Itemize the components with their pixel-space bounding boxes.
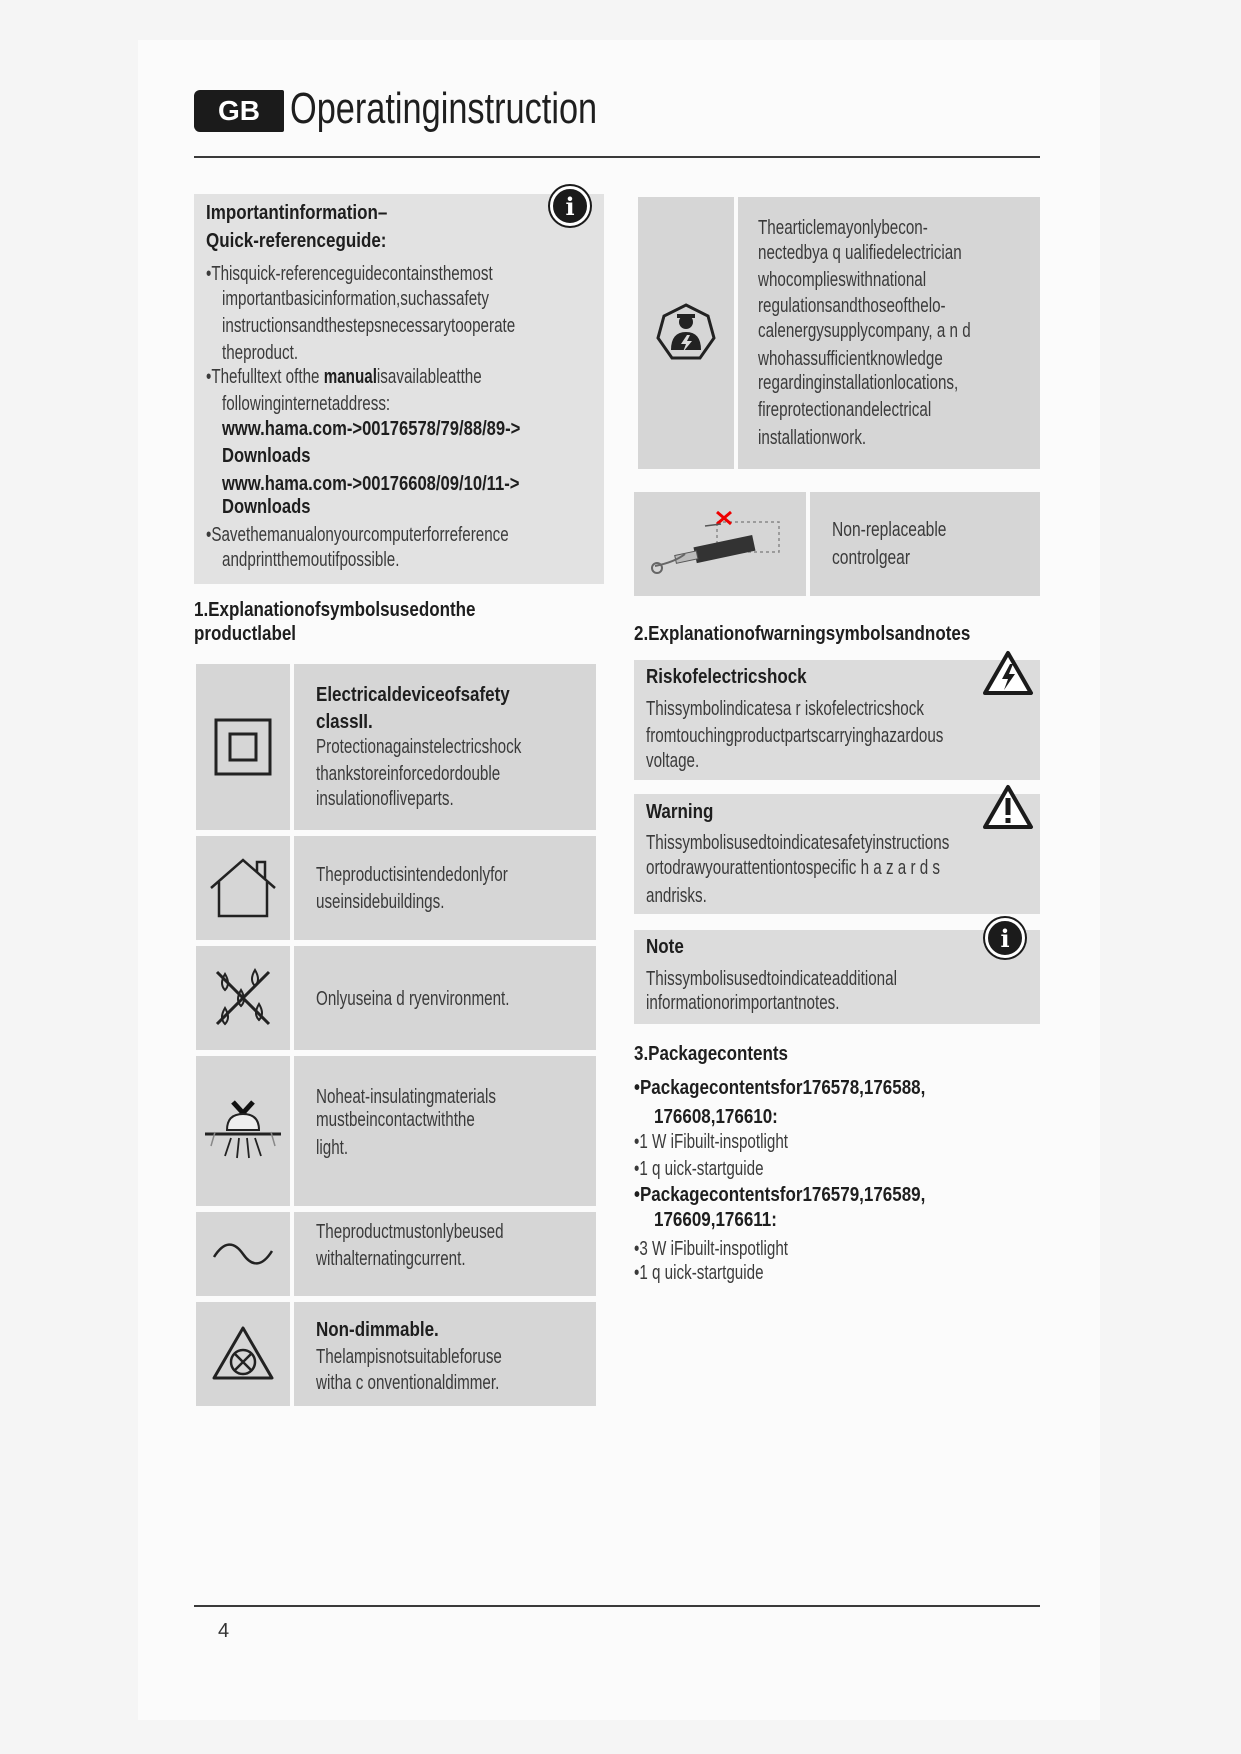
package-group2-item1: •3 W iFibuilt-inspotlight: [634, 1238, 789, 1260]
class-ii-desc-line3: insulationofliveparts.: [316, 788, 454, 810]
note-title: Note: [646, 936, 684, 958]
non-dimmable-icon: [210, 1324, 276, 1384]
important-bullet1-line4: theproduct.: [222, 342, 299, 364]
downloads-label-2: Downloads: [222, 496, 311, 518]
package-group2-line1: •Packagecontentsfor176579,176589,: [634, 1184, 926, 1206]
control-gear-icon: [645, 502, 795, 586]
control-gear-text-cell: [810, 492, 1040, 596]
page-title: Operatinginstruction: [290, 84, 598, 133]
non-dimmable-icon-cell: [196, 1302, 290, 1406]
electric-shock-icon: [982, 650, 1034, 696]
dry-environment-icon: [211, 966, 275, 1030]
electrician-line: whocomplieswithnational: [758, 269, 927, 291]
electrician-icon-cell: [638, 197, 734, 469]
page-number: 4: [218, 1620, 230, 1642]
electrician-line: fireprotectionandelectrical: [758, 399, 932, 421]
house-text-cell: [294, 836, 596, 940]
note-desc-line2: informationorimportantnotes.: [646, 992, 840, 1014]
footer-rule: [194, 1605, 1040, 1607]
alternating-current-desc-line2: withalternatingcurrent.: [316, 1248, 466, 1270]
section2-heading: 2.Explanationofwarningsymbolsandnotes: [634, 623, 971, 645]
package-group2-line2: 176609,176611:: [654, 1209, 777, 1231]
class-ii-icon: [214, 718, 272, 776]
class-ii-desc-line2: thankstoreinforcedordouble: [316, 763, 501, 785]
alternating-current-desc-line1: Theproductmustonlybeused: [316, 1221, 504, 1243]
electrician-line: regardinginstallationlocations,: [758, 372, 959, 394]
downloads-label-1: Downloads: [222, 445, 311, 467]
electrician-line: installationwork.: [758, 427, 867, 449]
no-insulation-desc-line3: light.: [316, 1137, 349, 1159]
alternating-current-icon: [212, 1239, 274, 1269]
package-group1-item1: •1 W iFibuilt-inspotlight: [634, 1131, 789, 1153]
electrician-line: nectedbya q ualifiedelectrician: [758, 242, 962, 264]
electrician-line: calenergysupplycompany, a n d: [758, 320, 971, 342]
dry-environment-desc: Onlyuseina d ryenvironment.: [316, 988, 510, 1010]
header-rule: [194, 156, 1040, 158]
important-title-line1: Importantinformation–: [206, 202, 388, 224]
important-bullet1-line1: •Thisquick-referenceguidecontainsthemost: [206, 263, 493, 285]
electrician-line: Thearticlemayonlybecon-: [758, 217, 928, 239]
section3-heading: 3.Packagecontents: [634, 1043, 789, 1065]
no-insulation-desc-line1: Noheat-insulatingmaterials: [316, 1086, 496, 1108]
non-dimmable-desc-line2: witha c onventionaldimmer.: [316, 1372, 500, 1394]
important-bullet3-line2: andprintthemoutifpossible.: [222, 549, 400, 571]
important-bullet1-line2: importantbasicinformation,suchassafety: [222, 288, 489, 310]
no-insulation-icon: [201, 1096, 285, 1166]
important-bullet1-line3: instructionsandthestepsnecessarytooperate: [222, 315, 516, 337]
electric-shock-title: Riskofelectricshock: [646, 666, 807, 688]
electrician-icon: [655, 302, 717, 364]
no-insulation-desc-line2: mustbeincontactwiththe: [316, 1109, 475, 1131]
warning-desc-line2: ortodrawyourattentiontospecific h a z a r d s: [646, 857, 941, 879]
info-icon: i: [550, 186, 590, 226]
package-group1-item2: •1 q uick-startguide: [634, 1158, 764, 1180]
class-ii-title-line1: Electricaldeviceofsafety: [316, 684, 510, 706]
electric-shock-desc-line1: Thissymbolindicatesa r iskofelectricshock: [646, 698, 924, 720]
warning-title: Warning: [646, 801, 714, 823]
class-ii-title-line2: classII.: [316, 711, 373, 733]
control-gear-line2: controlgear: [832, 547, 911, 569]
dry-environment-icon-cell: [196, 946, 290, 1050]
warning-desc-line1: Thissymbolisusedtoindicatesafetyinstructions: [646, 832, 950, 854]
electric-shock-desc-line3: voltage.: [646, 750, 700, 772]
note-desc-line1: Thissymbolisusedtoindicateadditional: [646, 968, 897, 990]
house-icon-cell: [196, 836, 290, 940]
non-dimmable-desc-line1: Thelampisnotsuitableforuse: [316, 1346, 502, 1368]
warning-desc-line3: andrisks.: [646, 885, 707, 907]
class-ii-desc-line1: Protectionagainstelectricshock: [316, 736, 522, 758]
language-badge: GB: [194, 90, 284, 132]
electrician-line: regulationsandthoseofthelo-: [758, 295, 946, 317]
control-gear-line1: Non-replaceable: [832, 519, 947, 541]
download-url-1[interactable]: www.hama.com->00176578/79/88/89->: [222, 418, 521, 440]
package-group2-item2: •1 q uick-startguide: [634, 1262, 764, 1284]
download-url-2[interactable]: www.hama.com->00176608/09/10/11->: [222, 473, 520, 495]
house-desc-line2: useinsidebuildings.: [316, 891, 445, 913]
warning-icon: [982, 784, 1034, 830]
electric-shock-desc-line2: fromtouchingproductpartscarryinghazardous: [646, 725, 944, 747]
package-group1-line1: •Packagecontentsfor176578,176588,: [634, 1077, 926, 1099]
no-insulation-icon-cell: [196, 1056, 290, 1206]
important-bullet3-line1: •Savethemanualonyourcomputerforreference: [206, 524, 509, 546]
alternating-current-icon-cell: [196, 1212, 290, 1296]
electrician-line: whohassufficientknowledge: [758, 348, 943, 370]
important-title-line2: Quick-referenceguide:: [206, 230, 387, 252]
important-bullet2-line1: •Thefulltext ofthe manualisavailableatthe: [206, 366, 482, 388]
non-dimmable-title: Non-dimmable.: [316, 1319, 439, 1341]
class-ii-icon-cell: [196, 664, 290, 830]
section1-heading-line1: 1.Explanationofsymbolsusedonthe: [194, 599, 476, 621]
info-icon: i: [985, 918, 1025, 958]
manual-word: manual: [323, 366, 377, 388]
important-bullet2-line2: followinginternetaddress:: [222, 393, 391, 415]
package-group1-line2: 176608,176610:: [654, 1106, 778, 1128]
control-gear-icon-cell: [634, 492, 806, 596]
section1-heading-line2: productlabel: [194, 623, 297, 645]
house-icon: [207, 856, 279, 920]
house-desc-line1: Theproductisintendedonlyfor: [316, 864, 508, 886]
